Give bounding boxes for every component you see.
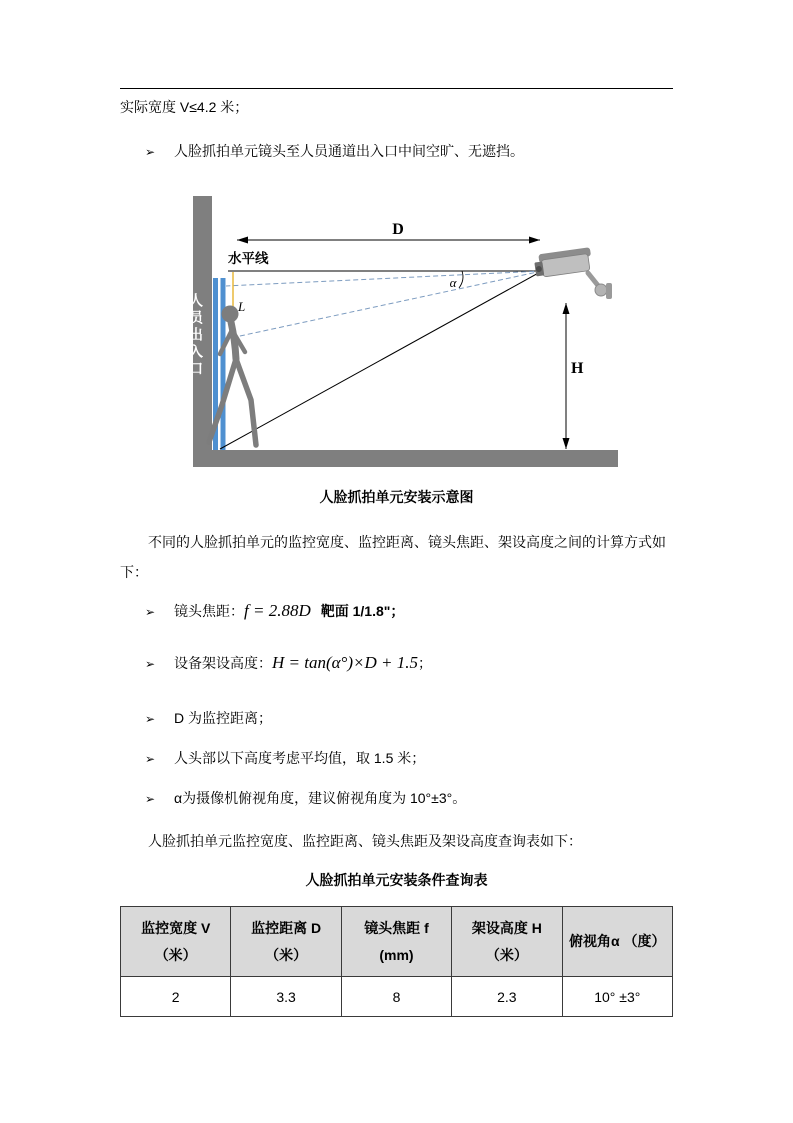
bullet-arrow-icon: ➢ bbox=[145, 712, 156, 726]
focal-length-bullet bbox=[145, 601, 690, 621]
mount-height-text bbox=[174, 653, 690, 673]
cell-focal: 8 bbox=[341, 977, 451, 1017]
mount-height-suffix: ； bbox=[418, 655, 432, 671]
distance-note-bullet bbox=[145, 708, 690, 728]
table-row bbox=[121, 977, 673, 1017]
distance-note-text: D 为监控距离； bbox=[174, 710, 272, 726]
col-header-tilt bbox=[562, 907, 672, 977]
col-header-focal bbox=[341, 907, 451, 977]
header-line: (mm) bbox=[379, 946, 414, 963]
sight-line-feet bbox=[220, 271, 542, 449]
height-label: H bbox=[571, 360, 584, 377]
focal-length-text bbox=[174, 601, 690, 621]
table-header-row bbox=[121, 907, 673, 977]
header-rule bbox=[120, 88, 673, 89]
header-line: 架设高度 H bbox=[471, 919, 542, 936]
camera-icon bbox=[533, 247, 593, 278]
camera-mount bbox=[588, 273, 612, 299]
focal-length-prefix: 镜头焦距： bbox=[174, 603, 244, 619]
bullet-arrow-icon: ➢ bbox=[145, 605, 156, 619]
bullet-arrow-icon: ➢ bbox=[145, 657, 156, 671]
mount-height-bullet bbox=[145, 653, 690, 673]
header-line: 俯视角α （度） bbox=[569, 933, 666, 950]
horizon-label: 水平线 bbox=[228, 251, 269, 266]
bullet-arrow-icon: ➢ bbox=[145, 145, 156, 159]
head-height-bullet bbox=[145, 748, 690, 768]
table-title: 人脸抓拍单元安装条件查询表 bbox=[305, 872, 488, 888]
header-line: （米） bbox=[265, 946, 308, 963]
calc-intro-paragraph: 不同的人脸抓拍单元的监控宽度、监控距离、镜头焦距、架设高度之间的计算方式如下： bbox=[120, 534, 666, 580]
bullet-arrow-icon: ➢ bbox=[145, 792, 156, 806]
cell-distance: 3.3 bbox=[231, 977, 341, 1017]
table-intro: 人脸抓拍单元监控宽度、监控距离、镜头焦距及架设高度查询表如下： bbox=[148, 833, 582, 849]
distance-label: D bbox=[392, 221, 404, 238]
door-bar-right bbox=[221, 278, 226, 450]
length-label: L bbox=[238, 299, 246, 314]
installation-diagram bbox=[170, 193, 630, 471]
header-line: 镜头焦距 f bbox=[364, 919, 429, 936]
width-spec-text: 实际宽度 V≤4.2 米； bbox=[120, 99, 249, 115]
entrance-label: 人员出入口 bbox=[188, 293, 204, 378]
cell-width: 2 bbox=[121, 977, 231, 1017]
intro-bullet-row bbox=[145, 141, 690, 161]
diagram-canvas bbox=[170, 193, 630, 471]
head-height-text: 人头部以下高度考虑平均值，取 1.5 米； bbox=[174, 750, 426, 766]
mount-height-formula: H = tan(α°)×D + 1.5 bbox=[272, 653, 418, 672]
col-header-height bbox=[452, 907, 562, 977]
intro-bullet-text: 人脸抓拍单元镜头至人员通道出入口中间空旷、无遮挡。 bbox=[174, 143, 524, 159]
fov-line-upper bbox=[226, 271, 542, 286]
col-header-distance bbox=[231, 907, 341, 977]
install-condition-table bbox=[120, 906, 673, 1017]
fov-line-lower bbox=[226, 271, 542, 339]
height-arrow bbox=[563, 303, 570, 449]
distance-arrow bbox=[237, 237, 540, 244]
header-line: 监控宽度 V bbox=[141, 919, 211, 936]
header-line: （米） bbox=[154, 946, 197, 963]
tilt-angle-text: α为摄像机俯视角度，建议俯视角度为 10°±3°。 bbox=[174, 790, 467, 806]
focal-length-suffix: 靶面 1/1.8"； bbox=[320, 603, 405, 619]
alpha-label: α bbox=[449, 275, 457, 290]
col-header-width bbox=[121, 907, 231, 977]
bullet-arrow-icon: ➢ bbox=[145, 752, 156, 766]
mount-height-prefix: 设备架设高度： bbox=[174, 655, 272, 671]
cell-tilt: 10° ±3° bbox=[562, 977, 672, 1017]
focal-length-formula: f = 2.88D bbox=[244, 601, 311, 620]
tilt-angle-bullet bbox=[145, 788, 690, 808]
floor bbox=[193, 450, 618, 467]
header-line: 监控距离 D bbox=[251, 919, 322, 936]
alpha-arc bbox=[459, 271, 463, 288]
cell-height: 2.3 bbox=[452, 977, 562, 1017]
header-line: （米） bbox=[485, 946, 528, 963]
diagram-caption: 人脸抓拍单元安装示意图 bbox=[319, 489, 474, 505]
